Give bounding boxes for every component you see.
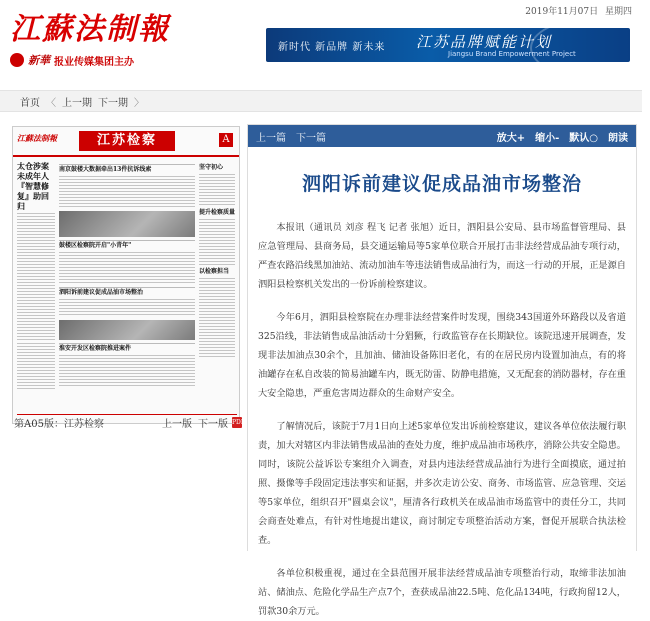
- thumb-text-block: [17, 309, 55, 341]
- banner-slogan: 新时代 新品牌 新未来: [278, 42, 386, 53]
- thumb-headline[interactable]: 坚守初心: [199, 164, 224, 171]
- nav-separator: 〈: [46, 97, 56, 109]
- thumb-text-block: [199, 326, 235, 358]
- article-body: [248, 196, 636, 621]
- thumb-text-block: [59, 252, 195, 284]
- pdf-download-icon[interactable]: PDF: [232, 418, 246, 426]
- zoom-in-button[interactable]: 放大+: [496, 132, 526, 144]
- thumb-text-block: [199, 278, 235, 324]
- default-size-button[interactable]: 默认○: [569, 132, 598, 144]
- thumb-middle-column: [59, 161, 195, 417]
- thumb-headline[interactable]: 淮安开发区检察院推进案件: [59, 343, 195, 353]
- thumb-right-column: [199, 161, 235, 417]
- read-aloud-button[interactable]: 朗读: [608, 132, 628, 144]
- thumb-photo: [59, 211, 195, 237]
- thumb-text-block: [199, 174, 235, 206]
- article-paragraph: 今年6月，泗阳县检察院在办理非法经营案件时发现，围绕343国道外环路段以及省道325沿线，非法销售成品油活动十分猖獗，行政监管存在长期缺位。该院迅速开展调查，发现非法加油点30余个，且加油、储油设备陈旧老化，有的在居民房内设置加油点，有的将油罐存在私自改装的简易油罐车内，既无防雷、防静电措施，又无配套的消防器材，存在重大安全隐患，严重危害周边群众的生命财产安全。: [258, 312, 626, 399]
- thumb-text-block: [59, 176, 195, 208]
- thumb-text-block: [17, 213, 55, 259]
- current-weekday: 星期四: [604, 7, 632, 17]
- banner-brand-en: Jiangsu Brand Empowerment Project: [448, 50, 576, 58]
- article-paragraph: 本报讯（通讯员 刘彦 程飞 记者 张旭）近日，泗阳县公安局、县市场监督管理局、县应急管理局、县商务局，县交通运输局等5家单位联合开展打击非法经营成品油专项行动，严查农路沿线黑加油站、流动加油车等违法销售成品油行为，而这一行动的开展，正是源自泗阳县检察机关发出的一份诉前检察建议。: [258, 222, 626, 290]
- current-date: 2019年11月07日: [525, 7, 599, 17]
- thumb-headline[interactable]: 以检察担当: [199, 268, 230, 275]
- thumb-text-block: [199, 219, 235, 265]
- logo-sponsor: [10, 52, 170, 68]
- xinhua-logo-icon: [10, 53, 24, 67]
- thumb-section-title: 江苏检察: [79, 131, 175, 151]
- thumb-headline[interactable]: 南京鼓楼大数据牵出13件抗诉线索: [59, 164, 195, 174]
- next-issue-link[interactable]: 下一期: [98, 97, 128, 109]
- article-panel: [247, 124, 637, 617]
- thumb-left-headline[interactable]: 太仓涉案未成年人『智慧修复』助回归: [17, 161, 49, 211]
- thumb-left-column: [17, 161, 55, 417]
- zoom-out-button[interactable]: 缩小-: [535, 132, 560, 144]
- sponsor-text: 报业传媒集团主办: [54, 56, 134, 68]
- date-line: [521, 4, 632, 17]
- article-paragraph: 各单位积极重视，通过在全县范围开展非法经营成品油专项整治行动，取缔非法加油站、储油点、危险化学品生产点7个，查获成品油22.5吨、危化品134吨，行政拘留12人，罚款30余万元。: [258, 568, 626, 617]
- thumb-photo: [59, 320, 195, 340]
- brand-banner[interactable]: [266, 28, 630, 62]
- thumb-text-block: [59, 355, 195, 387]
- site-header: [0, 0, 642, 80]
- edition-label[interactable]: 第A05版：江苏检察: [14, 418, 104, 430]
- prev-issue-link[interactable]: 上一期: [62, 97, 92, 109]
- page-thumbnail[interactable]: [12, 126, 240, 424]
- issue-nav: [0, 90, 642, 112]
- edition-nav: [14, 414, 246, 430]
- article-title: 泗阳诉前建议促成品油市场整治: [301, 173, 582, 195]
- home-link[interactable]: 首页: [20, 97, 40, 109]
- banner-brand: 江苏品牌赋能计划: [416, 33, 553, 51]
- thumb-text-block: [59, 299, 195, 317]
- thumb-headline[interactable]: 泗阳诉前建议促成品油市场整治: [59, 287, 195, 297]
- thumb-text-block: [17, 343, 55, 389]
- page-thumbnail-column: [10, 120, 246, 551]
- article-toolbar: [248, 125, 636, 147]
- thumb-text-block: [17, 261, 55, 307]
- thumb-headline[interactable]: 提升检察质量: [199, 209, 236, 216]
- nav-separator: 〉: [134, 97, 144, 109]
- prev-article-link[interactable]: 上一篇: [256, 132, 286, 144]
- thumb-masthead: [13, 127, 239, 157]
- next-article-link[interactable]: 下一篇: [296, 132, 326, 144]
- article-paragraph: 了解情况后，该院于7月1日向上述5家单位发出诉前检察建议，建议各单位依法履行职责，加大对辖区内非法销售成品油的查处力度，维护成品油市场秩序，消除公共安全隐患。同时，该院公益诉讼专案组介入调查，对县内违法经营成品油行为进行全面摸底，通过拍照、摄像等手段固定违法事实和证据，并多次走访公安、商务、市场监管、应急管理、交运等5家单位，组织召开"圆桌会议"，厘清各行政机关在成品油市场监管中的责任分工，共同会商查处难点，有针对性地提出建议，商讨制定专项整治活动方案，督促开展联合执法检查。: [258, 421, 626, 546]
- logo-text: 江蘇法制報: [10, 12, 170, 47]
- thumb-headline[interactable]: 鼓楼区检察院开启"小青年": [59, 240, 195, 250]
- next-page-link[interactable]: 下一版: [198, 418, 228, 430]
- thumb-mini-logo: 江蘇法制報: [17, 133, 57, 143]
- thumb-page-letter: A: [219, 133, 233, 147]
- sponsor-brand: 新華: [28, 54, 50, 67]
- prev-page-link[interactable]: 上一版: [162, 418, 192, 430]
- site-logo[interactable]: [10, 10, 170, 76]
